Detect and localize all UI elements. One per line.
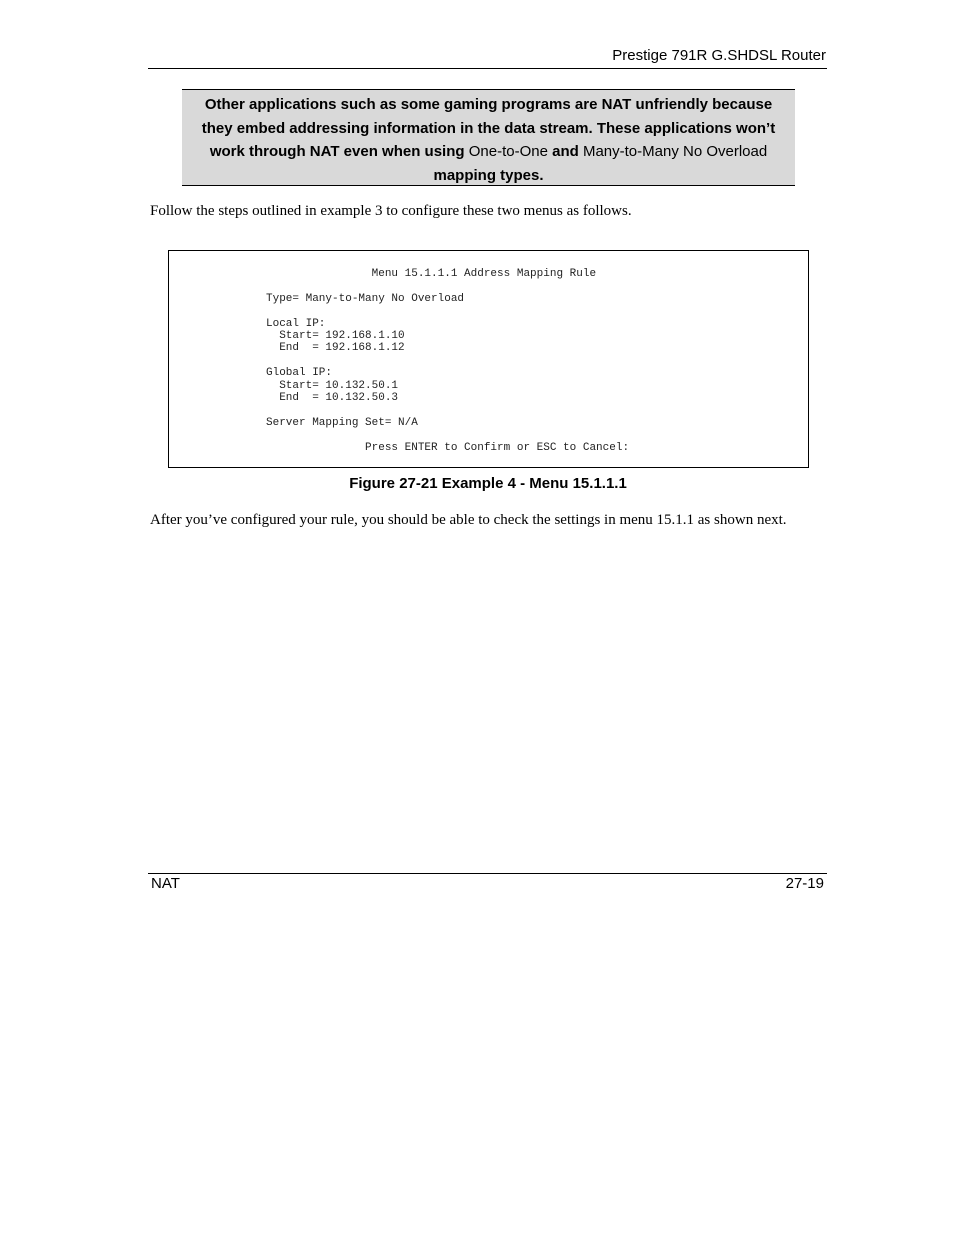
note-text-1: Other applications such as some gaming programs are NAT unfriendly because they embed addressing information in the data stream. These applications won’t work through NAT even when using [201, 96, 776, 160]
note-text-3: mapping types. [433, 166, 544, 184]
page-header-title: Prestige 791R G.SHDSL Router [612, 47, 826, 64]
footer-divider [148, 873, 827, 874]
note-box [182, 89, 795, 186]
note-text-2: and [547, 143, 583, 160]
note-term-2: Many-to-Many No Overload [582, 143, 768, 160]
note-term-1: One-to-One [468, 143, 548, 160]
menu-screen-text: Menu 15.1.1.1 Address Mapping Rule Type= Many-to-Many No Overload Local IP: Start= 192.168.1.10 End = 192.168.1.12 Global IP: Start= 10.132.50.1 End = 10.132.50.3 Server Mapping Set= N/A Press ENTER to Confirm or ESC to Cancel: [266, 268, 630, 454]
footer-section-name: NAT [151, 875, 180, 892]
header-divider [148, 68, 827, 69]
figure-caption: Figure 27-21 Example 4 - Menu 15.1.1.1 [349, 475, 627, 492]
intro-paragraph: Follow the steps outlined in example 3 to configure these two menus as follows. [150, 203, 632, 219]
menu-screen-box [168, 250, 809, 468]
after-paragraph: After you’ve configured your rule, you should be able to check the settings in menu 15.1.1 as shown next. [150, 512, 787, 528]
footer-page-number: 27-19 [785, 875, 824, 892]
